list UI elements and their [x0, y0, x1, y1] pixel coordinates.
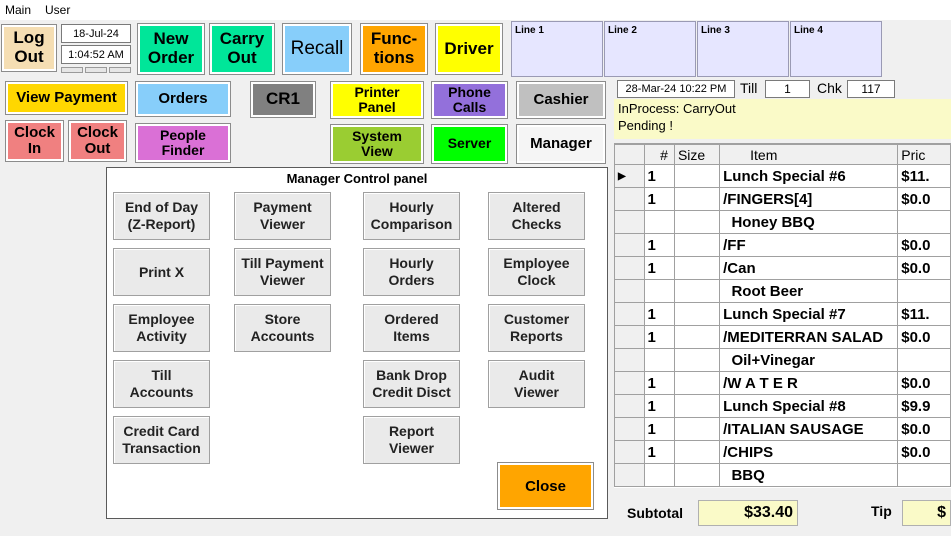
price-cell: $0.0: [898, 234, 951, 257]
tip-label: Tip: [871, 503, 892, 519]
till-accounts-button[interactable]: Till Accounts: [113, 360, 210, 408]
qty-cell: 1: [644, 395, 674, 418]
qty-cell: 1: [644, 326, 674, 349]
row-selector: [615, 303, 645, 326]
item-cell: Honey BBQ: [720, 211, 898, 234]
size-cell: [674, 280, 719, 303]
price-cell: $0.0: [898, 441, 951, 464]
row-selector: [615, 372, 645, 395]
size-cell: [674, 188, 719, 211]
time-display: 1:04:52 AM: [61, 45, 131, 64]
subtotal-value: $33.40: [698, 500, 798, 526]
item-cell: Root Beer: [720, 280, 898, 303]
table-row[interactable]: [615, 395, 951, 418]
table-row[interactable]: [615, 464, 951, 487]
store-accounts-button[interactable]: Store Accounts: [234, 304, 331, 352]
table-row[interactable]: [615, 211, 951, 234]
printer-panel-button[interactable]: Printer Panel: [331, 82, 423, 118]
price-cell: $9.9: [898, 395, 951, 418]
qty-cell: [644, 211, 674, 234]
qty-cell: 1: [644, 418, 674, 441]
item-cell: Oil+Vinegar: [720, 349, 898, 372]
table-row[interactable]: [615, 280, 951, 303]
line-3-panel[interactable]: Line 3: [697, 21, 789, 77]
size-cell: [674, 257, 719, 280]
phone-calls-button[interactable]: Phone Calls: [432, 82, 507, 118]
hourly-orders-button[interactable]: Hourly Orders: [363, 248, 460, 296]
order-datetime: 28-Mar-24 10:22 PM: [617, 80, 735, 98]
row-selector-header: [615, 145, 645, 165]
order-table: [614, 144, 951, 487]
price-cell: $0.0: [898, 188, 951, 211]
price-cell: [898, 211, 951, 234]
size-cell: [674, 326, 719, 349]
new-order-button[interactable]: New Order: [138, 24, 204, 74]
indicator-1: [61, 67, 83, 73]
chk-value: 117: [847, 80, 895, 98]
carry-out-button[interactable]: Carry Out: [210, 24, 274, 74]
status-line-1: InProcess: CarryOut: [618, 101, 736, 116]
item-cell: /Can: [720, 257, 898, 280]
size-cell: [674, 464, 719, 487]
recall-button[interactable]: Recall: [283, 24, 351, 74]
employee-activity-button[interactable]: Employee Activity: [113, 304, 210, 352]
row-selector: [615, 234, 645, 257]
item-cell: /FF: [720, 234, 898, 257]
menu-user[interactable]: User: [45, 3, 71, 17]
date-display: 18-Jul-24: [61, 24, 131, 43]
server-button[interactable]: Server: [432, 125, 507, 163]
row-selector: [615, 188, 645, 211]
item-cell: Lunch Special #6: [720, 165, 898, 188]
driver-button[interactable]: Driver: [436, 24, 502, 74]
orders-button[interactable]: Orders: [136, 82, 230, 116]
size-cell: [674, 418, 719, 441]
credit-card-transaction-button[interactable]: Credit Card Transaction: [113, 416, 210, 464]
table-row[interactable]: [615, 372, 951, 395]
qty-cell: [644, 280, 674, 303]
item-cell: /ITALIAN SAUSAGE: [720, 418, 898, 441]
row-selector: [615, 349, 645, 372]
row-selector: [615, 395, 645, 418]
price-cell: [898, 280, 951, 303]
table-row[interactable]: [615, 234, 951, 257]
row-selector: [615, 211, 645, 234]
price-cell: $11.: [898, 165, 951, 188]
size-cell: [674, 211, 719, 234]
table-row[interactable]: [615, 441, 951, 464]
functions-button[interactable]: Func- tions: [361, 24, 427, 74]
hourly-comparison-button[interactable]: Hourly Comparison: [363, 192, 460, 240]
table-row[interactable]: [615, 165, 951, 188]
table-row[interactable]: [615, 303, 951, 326]
print-x-button[interactable]: Print X: [113, 248, 210, 296]
order-items-grid[interactable]: [614, 143, 951, 488]
price-cell: [898, 349, 951, 372]
line-2-panel[interactable]: Line 2: [604, 21, 696, 77]
column-header-qty: #: [644, 145, 674, 165]
log-out-button[interactable]: Log Out: [2, 25, 56, 71]
item-cell: Lunch Special #7: [720, 303, 898, 326]
panel-title: Manager Control panel: [286, 171, 428, 186]
clock-out-button[interactable]: Clock Out: [69, 121, 126, 161]
subtotal-label: Subtotal: [627, 505, 683, 521]
size-cell: [674, 395, 719, 418]
price-cell: [898, 464, 951, 487]
status-line-2: Pending !: [618, 117, 673, 133]
altered-checks-button[interactable]: Altered Checks: [488, 192, 585, 240]
qty-cell: 1: [644, 441, 674, 464]
size-cell: [674, 441, 719, 464]
row-selector: [615, 441, 645, 464]
qty-cell: 1: [644, 165, 674, 188]
qty-cell: 1: [644, 188, 674, 211]
item-cell: /CHIPS: [720, 441, 898, 464]
row-selector: [615, 280, 645, 303]
qty-cell: [644, 349, 674, 372]
order-status: [614, 99, 951, 139]
cr1-button[interactable]: CR1: [251, 82, 315, 117]
cashier-button[interactable]: Cashier: [517, 82, 605, 118]
till-payment-viewer-button[interactable]: Till Payment Viewer: [234, 248, 331, 296]
table-row[interactable]: [615, 257, 951, 280]
table-row[interactable]: [615, 326, 951, 349]
view-payment-button[interactable]: View Payment: [6, 82, 127, 114]
till-value: 1: [765, 80, 810, 98]
report-viewer-button[interactable]: Report Viewer: [363, 416, 460, 464]
end-of-day-button[interactable]: End of Day (Z-Report): [113, 192, 210, 240]
price-cell: $0.0: [898, 326, 951, 349]
item-cell: /MEDITERRAN SALAD: [720, 326, 898, 349]
indicator-3: [109, 67, 131, 73]
item-cell: BBQ: [720, 464, 898, 487]
manager-button[interactable]: Manager: [517, 125, 605, 163]
size-cell: [674, 165, 719, 188]
row-selector: [615, 418, 645, 441]
column-header-item: Item: [720, 145, 898, 165]
till-label: Till: [740, 80, 758, 96]
size-cell: [674, 349, 719, 372]
row-selector: [615, 257, 645, 280]
item-cell: Lunch Special #8: [720, 395, 898, 418]
line-4-panel[interactable]: Line 4: [790, 21, 882, 77]
qty-cell: 1: [644, 303, 674, 326]
menu-main[interactable]: Main: [5, 3, 32, 17]
item-cell: /W A T E R: [720, 372, 898, 395]
menu-bar: [0, 0, 951, 20]
customer-reports-button[interactable]: Customer Reports: [488, 304, 585, 352]
size-cell: [674, 372, 719, 395]
indicator-2: [85, 67, 107, 73]
price-cell: $0.0: [898, 418, 951, 441]
payment-viewer-button[interactable]: Payment Viewer: [234, 192, 331, 240]
qty-cell: 1: [644, 234, 674, 257]
item-cell: /FINGERS[4]: [720, 188, 898, 211]
row-selector: [615, 464, 645, 487]
manager-control-panel: [106, 167, 608, 519]
qty-cell: 1: [644, 372, 674, 395]
employee-clock-button[interactable]: Employee Clock: [488, 248, 585, 296]
row-selector: ▶: [615, 165, 645, 188]
ordered-items-button[interactable]: Ordered Items: [363, 304, 460, 352]
system-view-button[interactable]: System View: [331, 125, 423, 163]
table-row[interactable]: [615, 418, 951, 441]
price-cell: $0.0: [898, 372, 951, 395]
qty-cell: 1: [644, 257, 674, 280]
clock-in-button[interactable]: Clock In: [6, 121, 63, 161]
row-selector: [615, 326, 645, 349]
size-cell: [674, 303, 719, 326]
column-header-price: Pric: [898, 145, 951, 165]
size-cell: [674, 234, 719, 257]
table-row[interactable]: [615, 349, 951, 372]
bank-drop-credit-disct-button[interactable]: Bank Drop Credit Disct: [363, 360, 460, 408]
chk-label: Chk: [817, 80, 842, 96]
price-cell: $0.0: [898, 257, 951, 280]
column-header-size: Size: [674, 145, 719, 165]
audit-viewer-button[interactable]: Audit Viewer: [488, 360, 585, 408]
price-cell: $11.: [898, 303, 951, 326]
table-header-row: [615, 145, 951, 165]
tip-value[interactable]: $: [902, 500, 951, 526]
line-1-panel[interactable]: Line 1: [511, 21, 603, 77]
people-finder-button[interactable]: People Finder: [136, 124, 230, 162]
close-button[interactable]: Close: [498, 463, 593, 509]
qty-cell: [644, 464, 674, 487]
table-row[interactable]: [615, 188, 951, 211]
